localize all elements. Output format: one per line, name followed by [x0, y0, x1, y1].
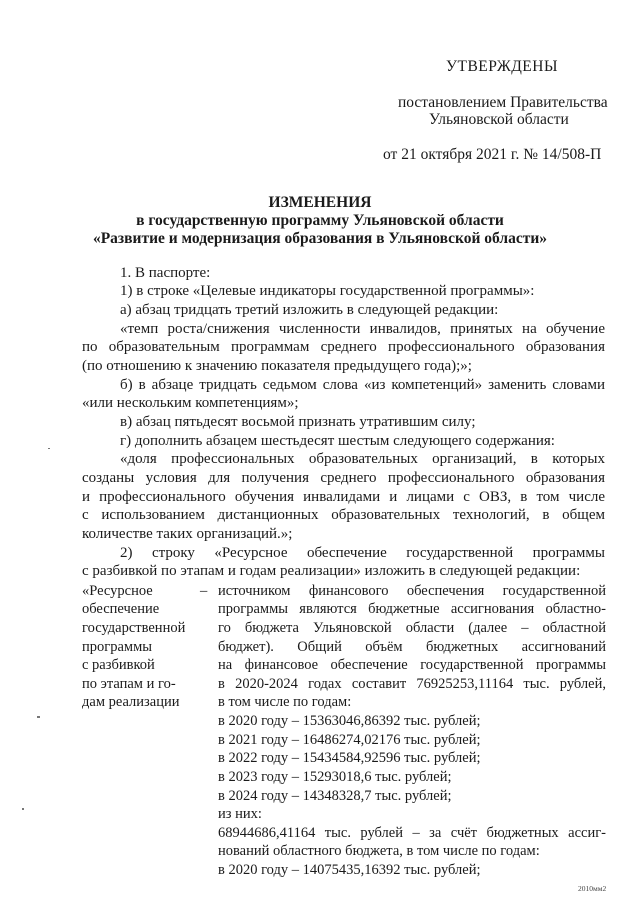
body-line: количестве таких организаций.»;: [82, 526, 293, 542]
table-left-line: с разбивкой: [82, 657, 155, 673]
body-line: с использованием дистанционных образовательных технологий, в общем: [82, 507, 605, 523]
table-right-line: 68944686,41164 тыс. рублей – за счёт бюджетных ассиг-: [218, 825, 606, 841]
table-left-line: по этапам и го-: [82, 676, 176, 692]
table-right-line: го бюджета Ульяновской области (далее – областной: [218, 620, 606, 636]
decree-date-number: от 21 октября 2021 г. № 14/508-П: [383, 146, 602, 163]
scan-speck: [37, 716, 40, 718]
table-right-line: в том числе по годам:: [218, 694, 352, 710]
footer-code: 2010мм2: [578, 884, 607, 893]
table-right-line: в 2020 году – 14075435,16392 тыс. рублей;: [218, 862, 481, 878]
body-line: «темп роста/снижения численности инвалидов, принятых на обучение: [120, 321, 605, 337]
body-line: созданы условия для получения среднего профессионального образования: [82, 470, 605, 486]
table-right-line: в 2023 году – 15293018,6 тыс. рублей;: [218, 769, 452, 785]
table-left-line: государственной: [82, 620, 186, 636]
table-right-line: из них:: [218, 806, 262, 822]
table-left-line: обеспечение: [82, 601, 160, 617]
table-left-line: дам реализации: [82, 694, 180, 710]
table-right-line: в 2024 году – 14348328,7 тыс. рублей;: [218, 788, 452, 804]
table-right-line: в 2020-2024 годах составит 76925253,11164 тыс. рублей,: [218, 676, 606, 692]
decree-line-2: Ульяновской области: [429, 111, 569, 128]
table-right-line: в 2020 году – 15363046,86392 тыс. рублей;: [218, 713, 481, 729]
approved-label: УТВЕРЖДЕНЫ: [446, 58, 558, 75]
table-right-line: на финансовое обеспечение государственной программы: [218, 657, 606, 673]
body-line: б) в абзаце тридцать седьмом слова «из компетенций» заменить словами: [120, 377, 605, 393]
body-line: г) дополнить абзацем шестьдесят шестым следующего содержания:: [120, 433, 555, 449]
body-line: «доля профессиональных образовательных организаций, в которых: [120, 451, 605, 467]
body-line: 1. В паспорте:: [120, 265, 211, 281]
table-right-line: источником финансового обеспечения государственной: [218, 583, 606, 599]
body-line: (по отношению к значению показателя предыдущего года);»;: [82, 358, 472, 374]
document-title: ИЗМЕНЕНИЯ: [268, 194, 372, 211]
body-line: «или нескольким компетенциям»;: [82, 395, 299, 411]
table-right-line: в 2022 году – 15434584,92596 тыс. рублей;: [218, 750, 481, 766]
document-subtitle-1: в государственную программу Ульяновской области: [136, 212, 504, 229]
table-right-line: в 2021 году – 16486274,02176 тыс. рублей;: [218, 732, 481, 748]
table-right-line: бюджет). Общий объём бюджетных ассигнований: [218, 639, 606, 655]
table-dash: –: [200, 583, 208, 599]
body-line: 2) строку «Ресурсное обеспечение государственной программы: [120, 545, 605, 561]
table-right-line: нований областного бюджета, в том числе по годам:: [218, 843, 540, 859]
scan-speck: [48, 448, 50, 449]
document-subtitle-2: «Развитие и модернизация образования в Ульяновской области»: [92, 230, 548, 247]
scan-speck: [22, 808, 24, 810]
body-line: и профессионального обучения инвалидами и лицами с ОВЗ, в том числе: [82, 489, 605, 505]
decree-line-1: постановлением Правительства: [398, 94, 608, 111]
body-line: с разбивкой по этапам и годам реализации» изложить в следующей редакции:: [82, 563, 581, 579]
table-left-line: программы: [82, 639, 152, 655]
table-left-line: «Ресурсное: [82, 583, 153, 599]
table-right-line: программы являются бюджетные ассигнования областно-: [218, 601, 606, 617]
body-line: 1) в строке «Целевые индикаторы государственной программы»:: [120, 283, 535, 299]
body-line: в) абзац пятьдесят восьмой признать утратившим силу;: [120, 414, 476, 430]
body-line: а) абзац тридцать третий изложить в следующей редакции:: [120, 302, 499, 318]
body-line: по образовательным программам среднего профессионального образования: [82, 339, 605, 355]
